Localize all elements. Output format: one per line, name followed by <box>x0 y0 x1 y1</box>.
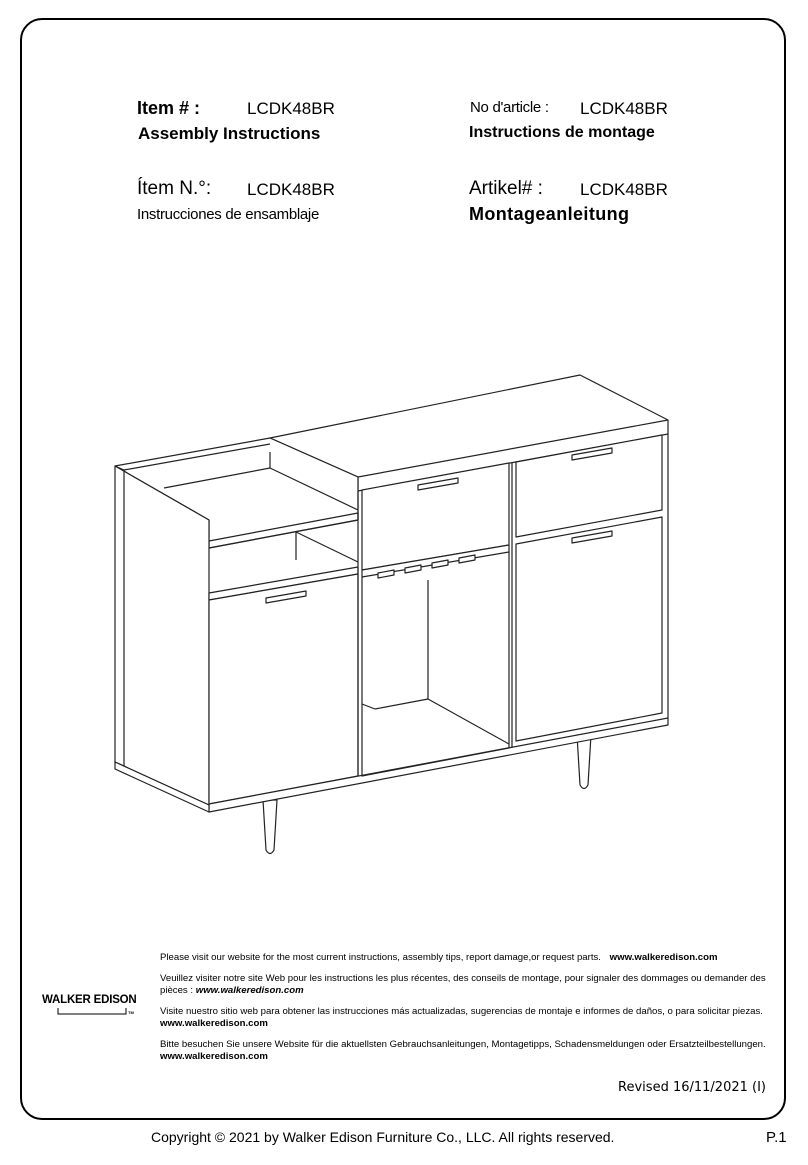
item-value-en: LCDK48BR <box>247 99 335 118</box>
title-es: Instrucciones de ensamblaje <box>137 206 320 223</box>
item-value-fr: LCDK48BR <box>580 99 668 118</box>
footer-text-de: Bitte besuchen Sie unsere Website für die aktuellsten Gebrauchsanleitungen, Montagetipps, Schadensmeldungen oder Ersatzteilbestellungen. <box>160 1039 766 1050</box>
item-label-es: Ítem N.°: <box>137 178 212 199</box>
footer-text-en: Please visit our website for the most current instructions, assembly tips, report damage,or request parts. <box>160 952 601 963</box>
footer-text-es: Visite nuestro sitio web para obtener las instrucciones más actualizadas, sugerencias de montaje e informes de daños, o para solicitar piezas. <box>160 1006 763 1017</box>
title-en: Assembly Instructions <box>138 124 321 143</box>
footer-text-fr: Veuillez visiter notre site Web pour les instructions les plus récentes, des conseils de montage, pour signaler des dommages ou demander des pièces : <box>160 973 766 996</box>
item-value-de: LCDK48BR <box>580 180 668 199</box>
item-label-de: Artikel# : <box>469 178 543 199</box>
website-link-fr[interactable]: www.walkeredison.com <box>195 985 304 996</box>
copyright-notice: Copyright © 2021 by Walker Edison Furniture Co., LLC. All rights reserved. <box>151 1129 615 1145</box>
item-value-es: LCDK48BR <box>247 180 335 199</box>
item-label-fr: No d'article : <box>470 99 549 116</box>
logo-bracket-icon <box>36 992 142 1018</box>
footer-note-es <box>160 1006 766 1030</box>
website-link-de[interactable]: www.walkeredison.com <box>160 1051 268 1062</box>
page-number: P.1 <box>766 1129 787 1146</box>
title-fr: Instructions de montage <box>469 124 655 141</box>
title-de: Montageanleitung <box>469 204 630 224</box>
trademark-mark: TM <box>128 1010 134 1015</box>
revision-date: Revised 16/11/2021 (I) <box>618 1080 766 1095</box>
item-label-en: Item # : <box>137 98 201 118</box>
sideboard-illustration <box>110 370 680 860</box>
footer-note-de <box>160 1039 766 1063</box>
footer-note-fr <box>160 973 766 997</box>
footer-note-en <box>160 952 766 964</box>
walker-edison-logo <box>36 992 142 1018</box>
website-link-es[interactable]: www.walkeredison.com <box>160 1018 268 1029</box>
brand-name: WALKER EDISON <box>42 994 137 1006</box>
website-link-en[interactable]: www.walkeredison.com <box>609 952 718 963</box>
